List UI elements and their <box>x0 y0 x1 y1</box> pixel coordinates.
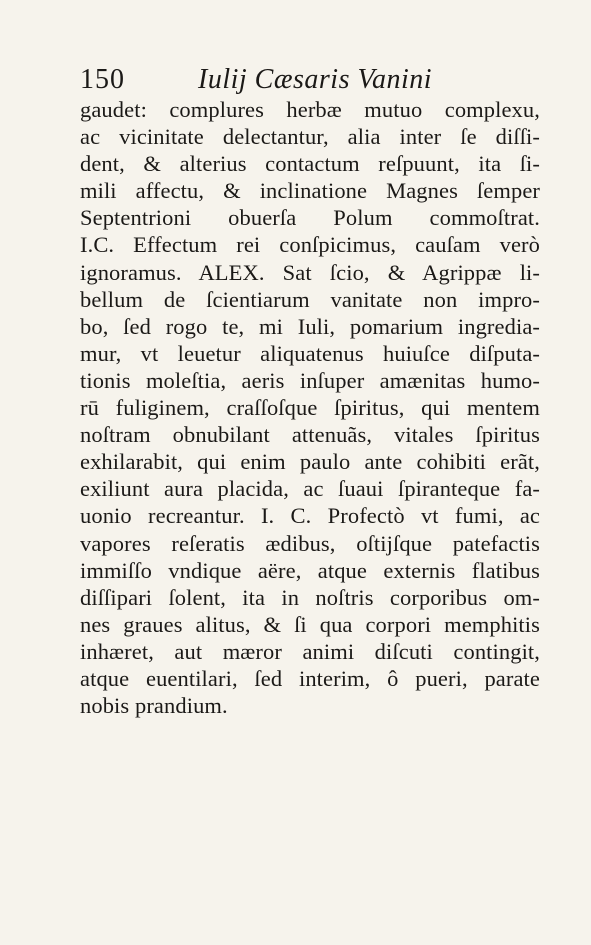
text-line: nobis prandium. <box>80 693 228 719</box>
text-line: exhilarabit, qui enim paulo ante cohibiti erãt, <box>80 449 540 475</box>
text-line: rū fuliginem, craſſoſque ſpiritus, qui mentem <box>80 395 540 421</box>
text-line: dent, & alterius contactum reſpuunt, ita ſi- <box>80 151 540 177</box>
text-line: uonio recreantur. I. C. Profectò vt fumi, ac <box>80 503 540 529</box>
text-line: inhæret, aut mæror animi diſcuti contingit, <box>80 638 540 664</box>
text-line: ignoramus. ALEX. Sat ſcio, & Agrippæ li- <box>80 259 540 285</box>
page-number: 150 <box>80 64 125 95</box>
text-line: nes graues alitus, & ſi qua corpori memphitis <box>80 611 540 637</box>
text-line: tionis moleſtia, aeris inſuper amænitas humo- <box>80 367 540 393</box>
text-line: bellum de ſcientiarum vanitate non impro- <box>80 286 540 312</box>
text-line: bo, ſed rogo te, mi Iuli, pomarium ingredia- <box>80 313 540 339</box>
text-line: I.C. Effectum rei conſpicimus, cauſam verò <box>80 232 540 258</box>
text-line: mili affectu, & inclinatione Magnes ſemper <box>80 178 540 204</box>
text-line: immiſſo vndique aëre, atque externis flatibus <box>80 557 540 583</box>
page-header <box>80 62 540 98</box>
text-line: diſſipari ſolent, ita in noſtris corporibus om- <box>80 584 540 610</box>
text-line: mur, vt leuetur aliquatenus huiuſce diſputa- <box>80 340 540 366</box>
text-line: atque euentilari, ſed interim, ô pueri, parate <box>80 665 540 691</box>
text-line: noſtram obnubilant attenuãs, vitales ſpiritus <box>80 422 540 448</box>
text-line: exiliunt aura placida, ac ſuaui ſpiranteque fa- <box>80 476 540 502</box>
text-line: vapores reſeratis ædibus, oſtijſque patefactis <box>80 530 540 556</box>
body-text <box>80 96 540 719</box>
running-head: Iulij Cæsaris Vanini <box>198 64 433 95</box>
text-line: Septentrioni obuerſa Polum commoſtrat. <box>80 205 540 231</box>
text-line: ac vicinitate delectantur, alia inter ſe diſſi- <box>80 124 540 150</box>
text-line: gaudet: complures herbæ mutuo complexu, <box>80 97 540 122</box>
